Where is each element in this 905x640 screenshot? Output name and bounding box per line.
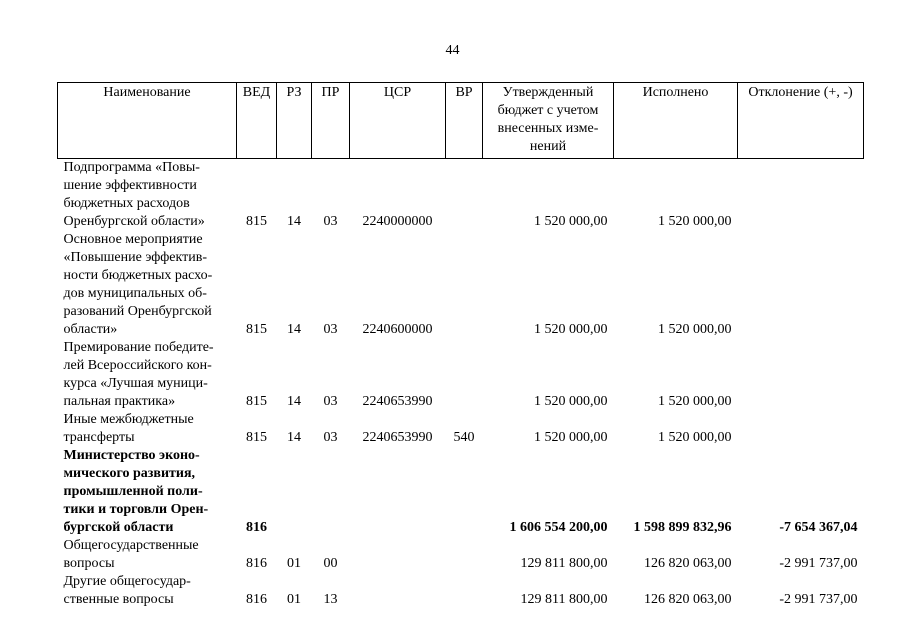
cell-ved: 816 [246, 592, 267, 607]
cell-approved: 1 520 000,00 [534, 430, 608, 445]
table-row [58, 537, 864, 573]
cell-approved: 1 520 000,00 [534, 214, 608, 229]
cell-pr: 13 [323, 592, 338, 607]
cell-ved: 816 [246, 556, 267, 571]
cell-pr: 03 [323, 394, 338, 409]
cell-csr [350, 447, 446, 537]
cell-deviation [738, 339, 864, 411]
table-body [58, 159, 864, 610]
cell-vr [446, 447, 483, 537]
cell-rz [277, 447, 312, 537]
cell-csr: 2240600000 [362, 322, 433, 337]
cell-approved: 129 811 800,00 [520, 592, 608, 607]
cell-approved: 1 520 000,00 [534, 322, 608, 337]
cell-vr [446, 339, 483, 411]
cell-vr [446, 231, 483, 339]
cell-pr: 03 [323, 214, 338, 229]
cell-deviation [738, 411, 864, 447]
table-row [58, 447, 864, 537]
cell-deviation [738, 159, 864, 232]
cell-name: Иные межбюджетные трансферты [63, 412, 194, 445]
header-csr: ЦСР [350, 83, 446, 159]
header-row [58, 83, 864, 159]
cell-csr: 2240653990 [362, 430, 433, 445]
cell-csr: 2240653990 [362, 394, 433, 409]
cell-approved: 1 520 000,00 [534, 394, 608, 409]
cell-rz: 01 [287, 556, 301, 571]
table-row [58, 411, 864, 447]
table-row [58, 159, 864, 232]
table-row [58, 339, 864, 411]
cell-executed: 126 820 063,00 [644, 556, 732, 571]
cell-name: Подпрограмма «Повы- шение эффективности бюджетных расходов Оренбургской области» [63, 160, 205, 229]
table-row [58, 573, 864, 609]
cell-executed: 1 598 899 832,96 [633, 520, 732, 535]
cell-deviation: -2 991 737,00 [779, 592, 858, 607]
page-number: 44 [445, 43, 460, 58]
cell-deviation [738, 231, 864, 339]
cell-csr [350, 537, 446, 573]
cell-name: Другие общегосудар- ственные вопросы [63, 574, 191, 607]
cell-rz: 01 [287, 592, 301, 607]
cell-ved: 815 [246, 322, 267, 337]
cell-executed: 126 820 063,00 [644, 592, 732, 607]
cell-executed: 1 520 000,00 [658, 430, 732, 445]
cell-rz: 14 [287, 394, 301, 409]
header-rz: РЗ [277, 83, 312, 159]
cell-executed: 1 520 000,00 [658, 394, 732, 409]
cell-rz: 14 [287, 430, 301, 445]
header-ved: ВЕД [237, 83, 277, 159]
cell-pr: 03 [323, 322, 338, 337]
cell-pr: 03 [323, 430, 338, 445]
header-deviation: Отклонение (+, -) [738, 83, 864, 159]
header-vr: ВР [446, 83, 483, 159]
budget-table [57, 82, 864, 609]
cell-vr: 540 [453, 430, 475, 445]
cell-rz: 14 [287, 322, 301, 337]
cell-csr: 2240000000 [362, 214, 433, 229]
cell-approved: 129 811 800,00 [520, 556, 608, 571]
header-approved: Утвержденный бюджет с учетом внесенных изме-нений [483, 83, 614, 159]
cell-vr [446, 573, 483, 609]
cell-ved: 815 [246, 430, 267, 445]
cell-ved: 815 [246, 394, 267, 409]
cell-name: Премирование победите- лей Всероссийского кон- курса «Лучшая муници- пальная практика» [63, 340, 214, 409]
cell-name: Общегосударственные вопросы [63, 538, 199, 571]
cell-approved: 1 606 554 200,00 [509, 520, 608, 535]
cell-deviation: -7 654 367,04 [779, 520, 858, 535]
cell-ved: 816 [246, 520, 267, 535]
header-name: Наименование [58, 83, 237, 159]
cell-rz: 14 [287, 214, 301, 229]
cell-executed: 1 520 000,00 [658, 214, 732, 229]
table-row [58, 231, 864, 339]
cell-executed: 1 520 000,00 [658, 322, 732, 337]
cell-vr [446, 159, 483, 232]
header-pr: ПР [312, 83, 350, 159]
cell-deviation: -2 991 737,00 [779, 556, 858, 571]
cell-ved: 815 [246, 214, 267, 229]
header-executed: Исполнено [614, 83, 738, 159]
cell-pr [312, 447, 350, 537]
cell-pr: 00 [323, 556, 338, 571]
cell-name: Министерство эконо- мического развития, промышленной поли- тики и торговли Орен- бургской области [63, 448, 209, 535]
cell-name: Основное мероприятие «Повышение эффектив- ности бюджетных расхо- дов муниципальных об- разований Оренбургской области» [63, 232, 213, 337]
cell-csr [350, 573, 446, 609]
cell-vr [446, 537, 483, 573]
